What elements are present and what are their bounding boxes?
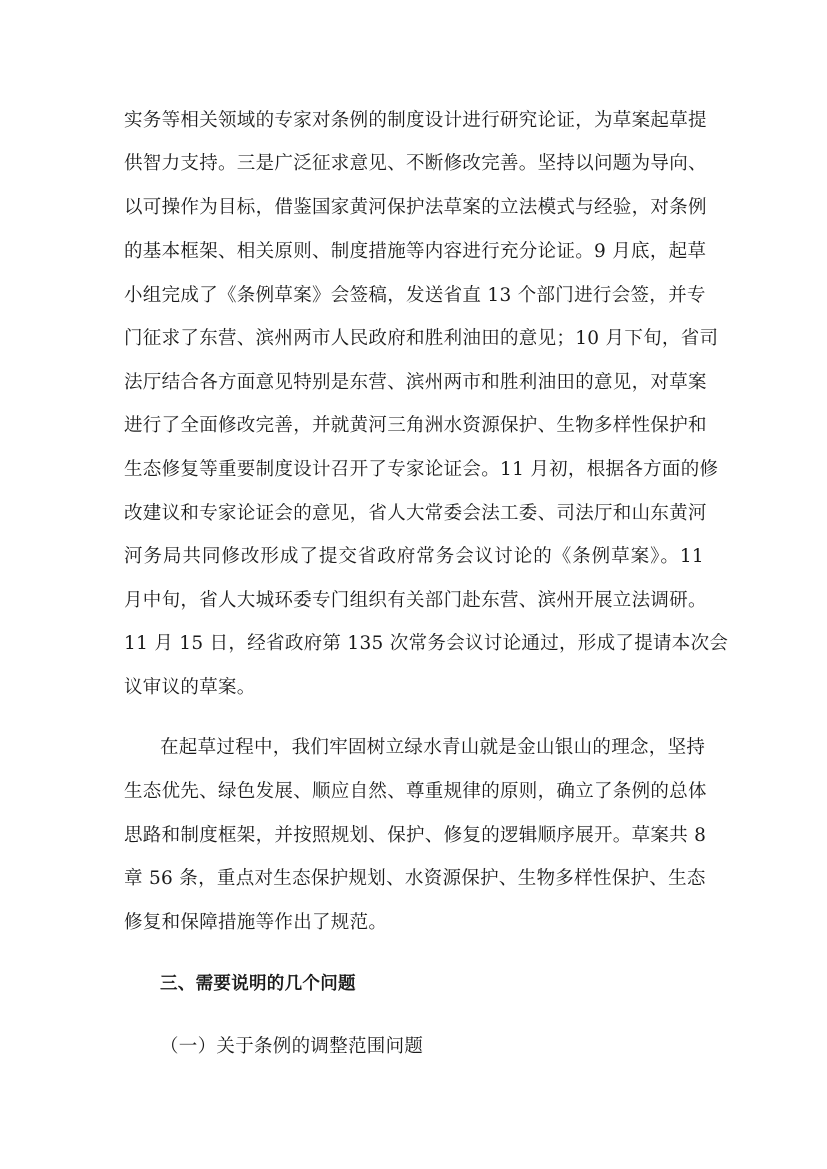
text-line: 供智力支持。三是广泛征求意见、不断修改完善。坚持以问题为导向、 (124, 153, 707, 174)
text-line: 在起草过程中，我们牢固树立绿水青山就是金山银山的理念，坚持 (160, 737, 706, 758)
section-heading: 三、需要说明的几个问题 (160, 974, 356, 994)
text-line: 进行了全面修改完善，并就黄河三角洲水资源保护、生物多样性保护和 (124, 415, 707, 436)
text-line: 门征求了东营、滨州两市人民政府和胜利油田的意见；10 月下旬，省司 (124, 328, 719, 349)
text-line: 的基本框架、相关原则、制度措施等内容进行充分论证。9 月底，起草 (124, 241, 707, 262)
text-line: 法厅结合各方面意见特别是东营、滨州两市和胜利油田的意见，对草案 (124, 372, 707, 393)
text-line: 生态优先、绿色发展、顺应自然、尊重规律的原则，确立了条例的总体 (124, 781, 707, 802)
text-line: 以可操作为目标，借鉴国家黄河保护法草案的立法模式与经验，对条例 (124, 197, 707, 218)
text-line: 河务局共同修改形成了提交省政府常务会议讨论的《条例草案》。11 (124, 546, 704, 567)
text-line: 章 56 条，重点对生态保护规划、水资源保护、生物多样性保护、生态 (124, 868, 706, 889)
text-line: 实务等相关领域的专家对条例的制度设计进行研究论证，为草案起草提 (124, 110, 707, 131)
text-line: 修复和保障措施等作出了规范。 (124, 912, 388, 933)
text-line: 月中旬，省人大城环委专门组织有关部门赴东营、滨州开展立法调研。 (124, 590, 707, 611)
subsection-heading: （一）关于条例的调整范围问题 (160, 1036, 424, 1057)
text-line: 小组完成了《条例草案》会签稿，发送省直 13 个部门进行会签，并专 (124, 285, 706, 306)
text-line: 思路和制度框架，并按照规划、保护、修复的逻辑顺序展开。草案共 8 (124, 825, 707, 846)
text-line: 生态修复等重要制度设计召开了专家论证会。11 月初，根据各方面的修 (124, 459, 719, 480)
text-line: 11 月 15 日，经省政府第 135 次常务会议讨论通过，形成了提请本次会 (124, 633, 729, 654)
text-line: 议审议的草案。 (124, 677, 256, 698)
text-line: 改建议和专家论证会的意见，省人大常委会法工委、司法厅和山东黄河 (124, 503, 707, 524)
